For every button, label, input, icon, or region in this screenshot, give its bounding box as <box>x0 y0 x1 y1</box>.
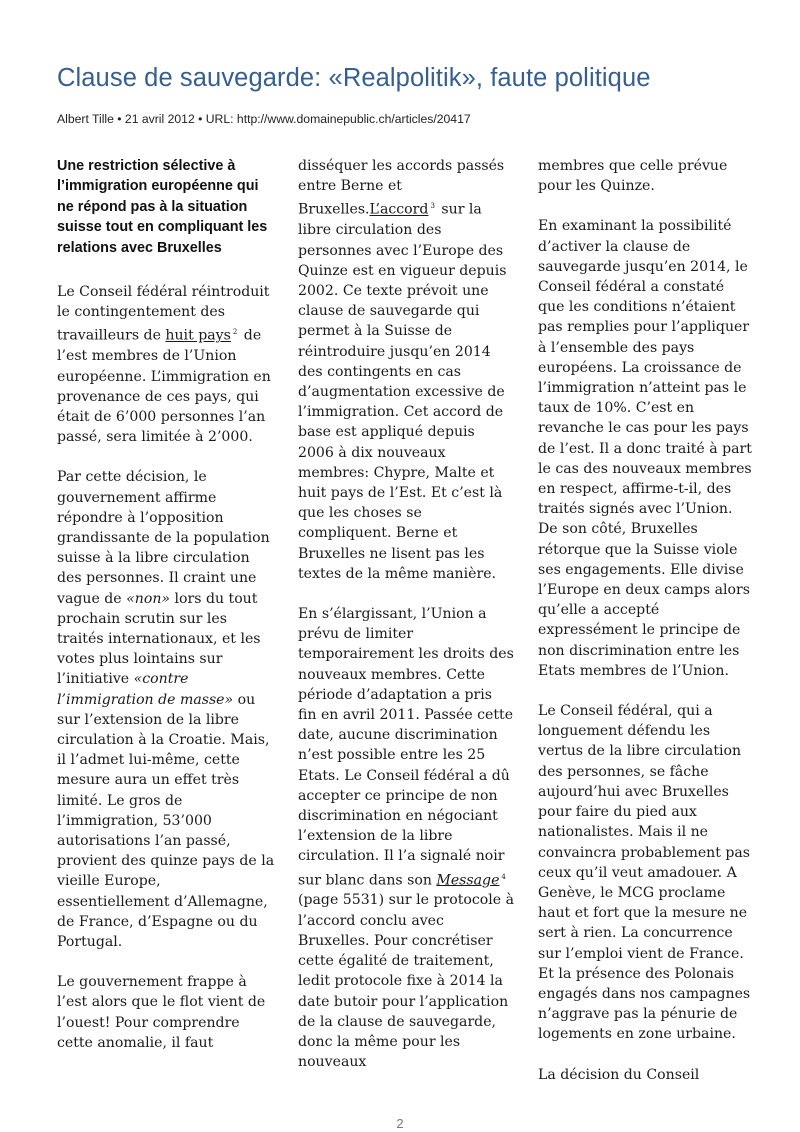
article-title: Clause de sauvegarde: «Realpolitik», faute politique <box>57 64 651 92</box>
footnote-ref[interactable]: 4 <box>501 872 506 881</box>
paragraph: La décision du Conseil <box>538 1066 700 1083</box>
column-2 <box>298 156 514 1092</box>
article-byline: Albert Tille • 21 avril 2012 • URL: http://www.domainepublic.ch/articles/20417 <box>57 112 471 126</box>
paragraph: En s’élargissant, l’Union a prévu de limiter temporairement les droits des nouveaux membres. Cette période d’adaptation a pris fin en avril 2011. Passée cette date, aucune discrimination n’est possible entre les 25 Etats. Le Conseil fédéral a dû accepter ce principe de non discrimination en négociant l’extension de la libre circulation. Il l’a signalé noir sur blanc dans son Message $^4$ (page 5531) sur le protocole à l’accord conclu avec Bruxelles. Pour concrétiser cette égalité de traitement, ledit protocole fixe à 2014 la date butoir pour l’application de la clause de sauvegarde, donc la même pour les nouveaux <box>298 605 514 1071</box>
page-number: 2 <box>396 1116 404 1131</box>
paragraph: Le gouvernement frappe à l’est alors que le flot vient de l’ouest! Pour comprendre cette anomalie, il faut <box>57 974 266 1051</box>
column-1 <box>57 156 277 1073</box>
link-accord[interactable]: L’accord <box>369 202 429 219</box>
paragraph: Par cette décision, le gouvernement affirme répondre à l’opposition grandissante de la population suisse à la libre circulation des personnes. Il craint une vague de «non» lors du tout prochain scrutin sur les traités internationaux, et les votes plus lointains sur l’initiative «contre l’immigration de masse» ou sur l’extension de la libre circulation à la Croatie. Mais, il l’admet lui-même, cette mesure aura un effet très limité. Le gros de l’immigration, 53’000 autorisations l’an passé, provient des quinze pays de la vieille Europe, essentiellement d’Allemagne, de France, d’Espagne ou du Portugal. <box>57 469 275 951</box>
link-huit-pays[interactable]: huit pays <box>165 328 231 345</box>
paragraph: Le Conseil fédéral, qui a longuement défendu les vertus de la libre circulation des personnes, se fâche aujourd’hui avec Bruxelles pour faire du pied aux nationalistes. Mais il ne convaincra probablement pas ceux qu’il veut amadouer. A Genève, le MCG proclame haut et fort que la mesure ne sert à rien. La concurrence sur l’emploi vient de France. Et la présence des Polonais engagés dans nos campagnes n’aggrave pas la pénurie de logements en zone urbaine. <box>538 703 751 1043</box>
article-lead: Une restriction sélective à l’immigration européenne qui ne répond pas à la situation suisse tout en compliquant les relations avec Bruxelles <box>57 158 268 256</box>
paragraph: membres que celle prévue pour les Quinze. <box>538 158 728 195</box>
paragraph: En examinant la possibilité d’activer la clause de sauvegarde jusqu’en 2014, le Conseil fédéral a constaté que les conditions n’étaient pas remplies pour l’appliquer à l’ensemble des pays européens. La croissance de l’immigration n’atteint pas le taux de 10%. C’est en revanche le cas pour les pays de l’est. Il a donc traité à part le cas des nouveaux membres en respect, affirme-t-il, des traités signés avec l’Union. De son côté, Bruxelles rétorque que la Suisse viole ses engagements. Elle divise l’Europe en deux camps alors qu’elle a accepté expressément le principe de non discrimination entre les Etats membres de l’Union. <box>538 218 752 679</box>
link-message[interactable]: Message <box>436 872 500 889</box>
column-3 <box>538 156 754 1105</box>
paragraph: disséquer les accords passés entre Berne et Bruxelles.L’accord $^3$ sur la libre circulation des personnes avec l’Europe des Quinze est en vigueur depuis 2002. Ce texte prévoit une clause de sauvegarde qui permet à la Suisse de réintroduire jusqu’en 2014 des contingents en cas d’augmentation excessive de l’immigration. Cet accord de base est appliqué depuis 2006 à dix nouveaux membres: Chypre, Malte et huit pays de l’Est. Et c’est là que les choses se compliquent. Berne et Bruxelles ne lisent pas les textes de la même manière. <box>298 158 507 582</box>
footnote-ref[interactable]: 2 <box>232 328 238 337</box>
paragraph: Le Conseil fédéral réintroduit le contingentement des travailleurs de huit pays $^2$ de l’est membres de l’Union européenne. L’immigration en provenance de ces pays, qui était de 6’000 personnes l’an passé, sera limitée à 2’000. <box>57 284 271 446</box>
footnote-ref[interactable]: 3 <box>430 202 435 211</box>
